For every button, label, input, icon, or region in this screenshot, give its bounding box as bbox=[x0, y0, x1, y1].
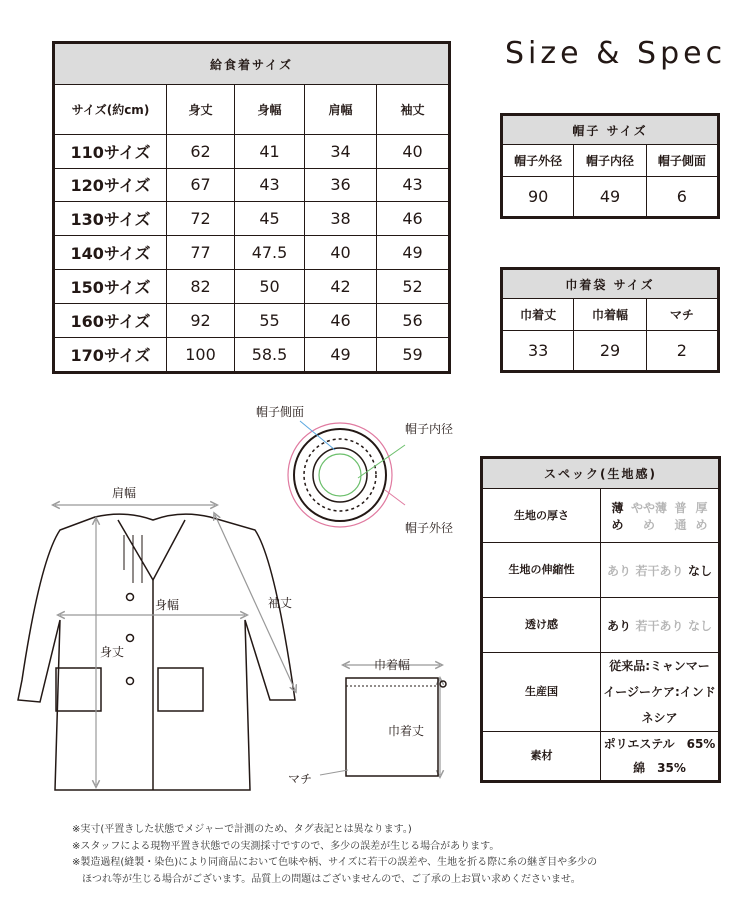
hat-side-label: 帽子側面 bbox=[256, 405, 305, 419]
size-value: 46 bbox=[377, 202, 450, 236]
spec-table-title: スペック(生地感) bbox=[482, 458, 720, 489]
size-value: 82 bbox=[167, 270, 235, 304]
page-title: Size & Spec bbox=[505, 36, 727, 71]
size-label: 120サイズ bbox=[54, 168, 167, 202]
hat-outer-label: 帽子外径 bbox=[405, 521, 454, 535]
bag-header: 巾着幅 bbox=[574, 299, 646, 331]
size-value: 43 bbox=[377, 168, 450, 202]
size-value: 58.5 bbox=[235, 337, 305, 372]
hat-illustration bbox=[288, 421, 405, 527]
size-label: 130サイズ bbox=[54, 202, 167, 236]
sheer-option: なし bbox=[687, 618, 712, 633]
thickness-option: 普通 bbox=[674, 500, 687, 532]
gusset-label: マチ bbox=[288, 772, 313, 786]
size-value: 41 bbox=[235, 134, 305, 168]
thickness-option: やや薄め bbox=[630, 500, 667, 532]
thickness-option: 薄め bbox=[611, 500, 624, 532]
note: ※製造過程(縫製・染色)により同商品において色味や柄、サイズに若干の誤差や、生地を折る際に糸の継ぎ目や多少の bbox=[72, 857, 598, 868]
size-value: 45 bbox=[235, 202, 305, 236]
stretch-label: 生地の伸縮性 bbox=[482, 543, 601, 598]
body-length-label: 身丈 bbox=[100, 645, 125, 659]
bag-table-title: 巾着袋 サイズ bbox=[502, 269, 719, 299]
stretch-option: あり bbox=[607, 563, 632, 578]
size-value: 50 bbox=[235, 270, 305, 304]
material-label: 素材 bbox=[482, 732, 601, 782]
size-label: 110サイズ bbox=[54, 134, 167, 168]
bag-width-label: 巾着幅 bbox=[374, 658, 411, 672]
hat-header: 帽子側面 bbox=[646, 145, 718, 177]
size-value: 46 bbox=[305, 303, 377, 337]
size-value: 40 bbox=[377, 134, 450, 168]
size-value: 77 bbox=[167, 236, 235, 270]
material-line: ポリエステル 65% bbox=[603, 737, 716, 751]
thickness-label: 生地の厚さ bbox=[482, 489, 601, 543]
size-table-header: 身丈 bbox=[167, 85, 235, 134]
size-value: 67 bbox=[167, 168, 235, 202]
origin-label: 生産国 bbox=[482, 653, 601, 732]
size-value: 43 bbox=[235, 168, 305, 202]
stretch-option: 若干あり bbox=[635, 563, 684, 578]
hat-value: 49 bbox=[574, 177, 646, 218]
size-value: 52 bbox=[377, 270, 450, 304]
bag-value: 33 bbox=[502, 331, 574, 372]
jacket-illustration bbox=[18, 514, 295, 790]
sleeve-label: 袖丈 bbox=[268, 596, 293, 610]
thickness-option: 厚め bbox=[695, 500, 708, 532]
hat-header: 帽子内径 bbox=[574, 145, 646, 177]
size-value: 36 bbox=[305, 168, 377, 202]
hat-table-title: 帽子 サイズ bbox=[502, 115, 719, 145]
size-table-title: 給食着サイズ bbox=[54, 43, 450, 85]
note: ※スタッフによる現物平置き状態での実測採寸ですので、多少の誤差が生じる場合があります。 bbox=[72, 840, 500, 852]
sheer-option: あり bbox=[607, 618, 632, 633]
size-table-header: 肩幅 bbox=[305, 85, 377, 134]
size-value: 55 bbox=[235, 303, 305, 337]
size-label: 170サイズ bbox=[54, 337, 167, 372]
size-value: 100 bbox=[167, 337, 235, 372]
hat-header: 帽子外径 bbox=[502, 145, 574, 177]
bag-value: 29 bbox=[574, 331, 646, 372]
size-value: 42 bbox=[305, 270, 377, 304]
note: ※実寸(平置きした状態でメジャーで計測のため、タグ表記とは異なります。) bbox=[72, 824, 412, 835]
size-label: 140サイズ bbox=[54, 236, 167, 270]
size-table-header: 袖丈 bbox=[377, 85, 450, 134]
size-table-header: 身幅 bbox=[235, 85, 305, 134]
body-width-label: 身幅 bbox=[155, 598, 180, 612]
size-value: 40 bbox=[305, 236, 377, 270]
origin-line: イージーケア:インドネシア bbox=[603, 685, 716, 725]
shoulder-label: 肩幅 bbox=[112, 486, 137, 500]
size-label: 150サイズ bbox=[54, 270, 167, 304]
size-value: 59 bbox=[377, 337, 450, 372]
note: ほつれ等が生じる場合がございます。品質上の問題はございませんので、ご了承の上お買い求めくださいませ。 bbox=[72, 873, 581, 885]
size-table-header: サイズ(約cm) bbox=[54, 85, 167, 134]
material-line: 綿 35% bbox=[633, 761, 686, 775]
bag-value: 2 bbox=[646, 331, 718, 372]
sheer-label: 透け感 bbox=[482, 598, 601, 653]
size-value: 62 bbox=[167, 134, 235, 168]
bag-header: 巾着丈 bbox=[502, 299, 574, 331]
size-value: 92 bbox=[167, 303, 235, 337]
bag-illustration bbox=[320, 678, 446, 776]
size-value: 38 bbox=[305, 202, 377, 236]
notes bbox=[72, 822, 597, 888]
size-value: 72 bbox=[167, 202, 235, 236]
size-label: 160サイズ bbox=[54, 303, 167, 337]
stretch-option: なし bbox=[687, 563, 712, 578]
bag-length-label: 巾着丈 bbox=[388, 724, 425, 738]
bag-header: マチ bbox=[646, 299, 718, 331]
origin-line: 従来品:ミャンマー bbox=[609, 659, 710, 673]
size-value: 49 bbox=[305, 337, 377, 372]
size-value: 47.5 bbox=[235, 236, 305, 270]
hat-value: 90 bbox=[502, 177, 574, 218]
size-value: 49 bbox=[377, 236, 450, 270]
size-value: 34 bbox=[305, 134, 377, 168]
sheer-option: 若干あり bbox=[635, 618, 684, 633]
size-value: 56 bbox=[377, 303, 450, 337]
hat-inner-label: 帽子内径 bbox=[405, 422, 454, 436]
hat-value: 6 bbox=[646, 177, 718, 218]
